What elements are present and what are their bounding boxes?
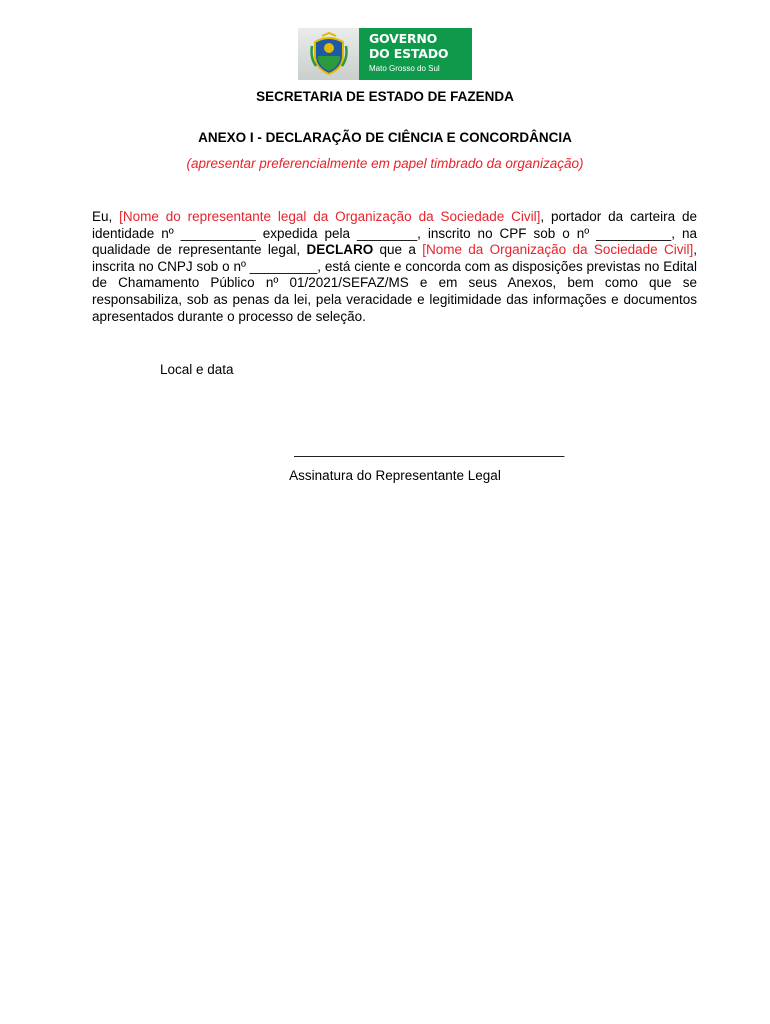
declaration-text-start: Eu,	[92, 209, 120, 224]
representative-name-placeholder: [Nome do representante legal da Organização da Sociedade Civil]	[119, 209, 541, 224]
organization-name-placeholder: [Nome da Organização da Sociedade Civil]	[422, 242, 694, 258]
organization-title: SECRETARIA DE ESTADO DE FAZENDA	[256, 89, 514, 104]
local-and-date: Local e data	[160, 362, 234, 377]
declaro-keyword: DECLARO	[306, 242, 374, 258]
declaration-paragraph	[92, 209, 697, 325]
logo-line-state: Mato Grosso do Sul	[369, 64, 440, 73]
instruction-subtitle: (apresentar preferencialmente em papel timbrado da organização)	[186, 156, 584, 171]
annex-title: ANEXO I - DECLARAÇÃO DE CIÊNCIA E CONCORDÂNCIA	[198, 130, 572, 145]
signature-line: ____________________________________	[294, 442, 565, 457]
government-logo	[298, 28, 472, 80]
logo-line-governo: GOVERNO	[369, 31, 438, 46]
logo-line-do-estado: DO ESTADO	[369, 45, 449, 61]
state-coat-of-arms-icon	[298, 28, 359, 80]
logo-wordmark	[359, 28, 472, 80]
declaration-text-connector: que a	[373, 242, 423, 258]
declaration-text-identity: , portador da carteira de identidade nº __________ expedida pela ________, inscrito no CPF sob o nº __________, na qualidade de representante legal,	[92, 209, 697, 258]
declaration-text-end: , inscrita no CNPJ sob o nº _________, está ciente e concorda com as disposições previstas no Edital de Chamamento Público nº 01/2021/SEFAZ/MS e em seus Anexos, bem como que se responsabiliza, sob as penas da lei, pela veracidade e legitimidade das informações e documentos apresentados durante o processo de seleção.	[92, 242, 697, 324]
signature-label: Assinatura do Representante Legal	[289, 468, 501, 483]
